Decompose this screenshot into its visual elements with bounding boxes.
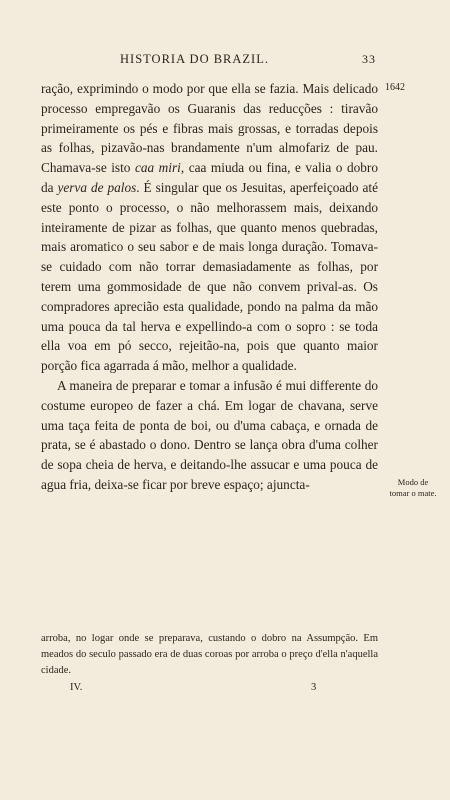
paragraph-1 [41, 79, 378, 376]
paragraph-1-text-b: , caa miuda ou fina, e valia o dobro da [41, 160, 378, 195]
footnote: arroba, no logar onde se preparava, custando o dobro na Assumpção. Em meados do seculo passado era de duas coroas por arroba o preço d'ella n'aquella cidade. [41, 633, 378, 676]
paragraph-2: A maneira de preparar e tomar a infusão é mui differente do costume europeo de fazer a chá. Em logar de chavana, serve uma taça feita de ponta de boi, ou d'uma cabaça, e ornada de prata, se é abastado o dono. Dentro se lança obra d'uma colher de sopa cheia de herva, e deitando-lhe assucar e uma pouca de agua fria, deixa-se ficar por breve espaço; ajuncta- [41, 377, 378, 492]
signature-mark: IV. [70, 682, 83, 693]
paragraph-1-text-a: ração, exprimindo o modo por que ella se fazia. Mais delicado processo empregavão os Guaranis das reducções : tiravão primeiramente os pés e fibras mais grossas, e torradas depois as folhas, pizavão-nas brandamente n'um almofariz de pau. Chamava-se isto [41, 81, 378, 176]
margin-note [378, 477, 448, 499]
paragraph-1-text-c: . É singular que os Jesuitas, aperfeiçoado até este ponto o processo, o não melhorassem mais, deixando inteiramente de pizar as folhas, que quanto menos quebradas, mais aromatico o seu sabor e de mais longa duração. Tomava-se cuidado com não torrar demasiadamente as folhas, por terem uma gommosidade de que não convem prival-as. Os compradores aprecião esta qualidade, pondo na palma da mão uma pouca da tal herva e expellindo-a com o sopro : se toda ella voa em pó secco, rejeitão-na, pois que quanto maior porção fica agarrada á mão, melhor a qualidade. [41, 179, 379, 374]
term-yerva-de-palos: yerva de palos [57, 179, 137, 195]
running-title: HISTORIA DO BRAZIL. [120, 52, 269, 66]
sheet-number: 3 [311, 682, 317, 693]
margin-year: 1642 [385, 82, 405, 93]
margin-note-line-2: tomar o mate. [389, 488, 437, 498]
main-text [41, 79, 378, 495]
margin-note-line-1: Modo de [397, 477, 429, 487]
page-number: 33 [362, 52, 376, 66]
term-caa-miri: caa miri [134, 160, 181, 176]
